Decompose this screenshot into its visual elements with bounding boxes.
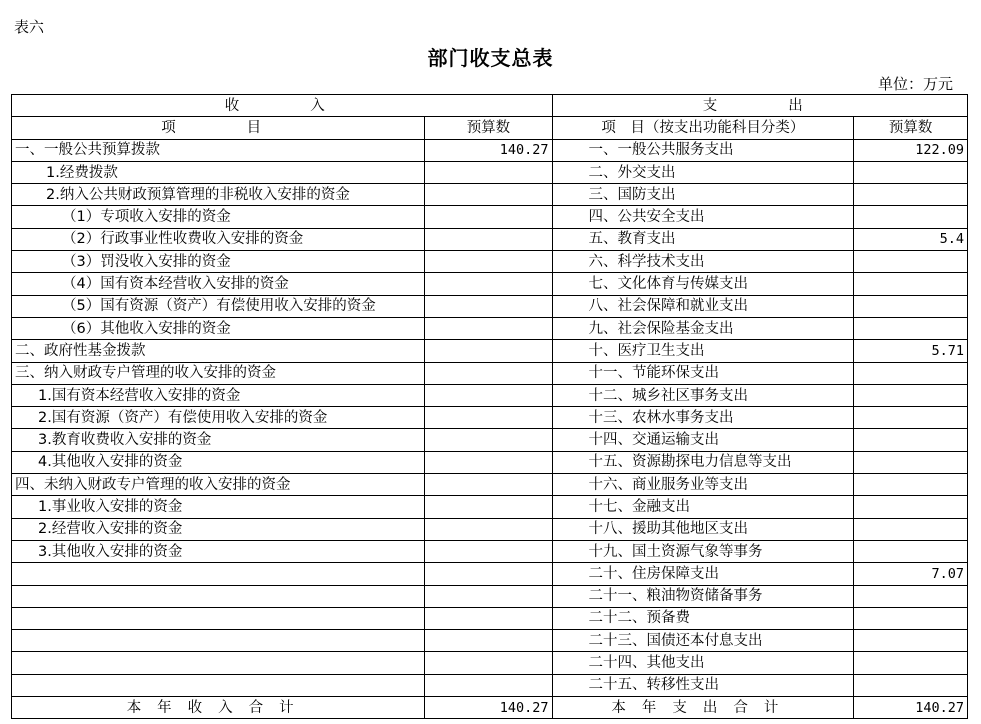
expense-amount-cell	[854, 206, 968, 228]
expense-total-label: 本年支出合计	[552, 697, 854, 719]
income-amount-cell	[425, 496, 552, 518]
expense-amount-cell: 7.07	[854, 563, 968, 585]
budget-row	[12, 585, 968, 607]
expense-item-cell: 二十、住房保障支出	[552, 563, 854, 585]
expense-amount-header: 预算数	[854, 117, 968, 139]
expense-item-cell: 十七、金融支出	[552, 496, 854, 518]
budget-row	[12, 184, 968, 206]
expense-amount-cell	[854, 317, 968, 339]
budget-row	[12, 451, 968, 473]
income-section-header: 收 入	[12, 95, 553, 117]
column-header-row	[12, 117, 968, 139]
budget-row	[12, 474, 968, 496]
expense-amount-cell	[854, 251, 968, 273]
income-amount-cell	[425, 474, 552, 496]
expense-item-cell: 十九、国土资源气象等事务	[552, 540, 854, 562]
budget-row	[12, 429, 968, 451]
section-header-row	[12, 95, 968, 117]
income-item-cell	[12, 652, 425, 674]
expense-item-cell: 二十三、国债还本付息支出	[552, 630, 854, 652]
expense-item-cell: 十五、资源勘探电力信息等支出	[552, 451, 854, 473]
expense-item-cell: 二、外交支出	[552, 161, 854, 183]
budget-row	[12, 630, 968, 652]
budget-row	[12, 340, 968, 362]
income-amount-cell	[425, 161, 552, 183]
expense-item-cell: 十二、城乡社区事务支出	[552, 384, 854, 406]
income-amount-cell	[425, 630, 552, 652]
income-item-cell: 2.纳入公共财政预算管理的非税收入安排的资金	[12, 184, 425, 206]
income-amount-cell	[425, 362, 552, 384]
income-item-cell: 二、政府性基金拨款	[12, 340, 425, 362]
budget-row	[12, 317, 968, 339]
expense-amount-cell	[854, 161, 968, 183]
table-label: 表六	[14, 18, 45, 36]
expense-item-cell: 二十一、粮油物资储备事务	[552, 585, 854, 607]
expense-amount-cell	[854, 407, 968, 429]
expense-amount-cell	[854, 496, 968, 518]
income-amount-cell	[425, 585, 552, 607]
budget-row	[12, 674, 968, 696]
total-row	[12, 697, 968, 719]
income-item-cell	[12, 585, 425, 607]
budget-row	[12, 139, 968, 161]
income-amount-cell	[425, 607, 552, 629]
expense-item-cell: 十八、援助其他地区支出	[552, 518, 854, 540]
expense-amount-cell	[854, 295, 968, 317]
income-item-cell: 1.国有资本经营收入安排的资金	[12, 384, 425, 406]
income-item-cell: 4.其他收入安排的资金	[12, 451, 425, 473]
income-amount-cell	[425, 451, 552, 473]
income-amount-cell	[425, 184, 552, 206]
income-amount-cell	[425, 540, 552, 562]
income-item-cell	[12, 563, 425, 585]
budget-row	[12, 295, 968, 317]
expense-item-cell: 一、一般公共服务支出	[552, 139, 854, 161]
expense-item-cell: 二十五、转移性支出	[552, 674, 854, 696]
budget-row	[12, 384, 968, 406]
income-item-cell: （3）罚没收入安排的资金	[12, 251, 425, 273]
budget-row	[12, 518, 968, 540]
expense-item-cell: 八、社会保障和就业支出	[552, 295, 854, 317]
income-amount-cell	[425, 273, 552, 295]
budget-row	[12, 652, 968, 674]
income-amount-cell	[425, 340, 552, 362]
income-amount-cell: 140.27	[425, 139, 552, 161]
expense-amount-cell	[854, 362, 968, 384]
expense-item-cell: 十四、交通运输支出	[552, 429, 854, 451]
expense-item-cell: 二十二、预备费	[552, 607, 854, 629]
income-item-cell: （4）国有资本经营收入安排的资金	[12, 273, 425, 295]
expense-item-cell: 十三、农林水事务支出	[552, 407, 854, 429]
budget-row	[12, 362, 968, 384]
income-item-cell: （2）行政事业性收费收入安排的资金	[12, 228, 425, 250]
income-amount-cell	[425, 429, 552, 451]
income-item-cell: 1.经费拨款	[12, 161, 425, 183]
income-total-amount: 140.27	[425, 697, 552, 719]
income-amount-cell	[425, 295, 552, 317]
expense-item-cell: 十、医疗卫生支出	[552, 340, 854, 362]
budget-row	[12, 161, 968, 183]
expense-section-header: 支 出	[552, 95, 968, 117]
expense-item-cell: 七、文化体育与传媒支出	[552, 273, 854, 295]
expense-item-cell: 九、社会保险基金支出	[552, 317, 854, 339]
expense-item-cell: 二十四、其他支出	[552, 652, 854, 674]
income-item-cell: 2.经营收入安排的资金	[12, 518, 425, 540]
income-item-cell	[12, 630, 425, 652]
income-amount-cell	[425, 251, 552, 273]
income-item-cell: （6）其他收入安排的资金	[12, 317, 425, 339]
income-amount-cell	[425, 652, 552, 674]
budget-row	[12, 228, 968, 250]
income-item-cell: 四、未纳入财政专户管理的收入安排的资金	[12, 474, 425, 496]
expense-amount-cell: 5.4	[854, 228, 968, 250]
income-item-cell: （1）专项收入安排的资金	[12, 206, 425, 228]
budget-row	[12, 607, 968, 629]
income-item-cell: 三、纳入财政专户管理的收入安排的资金	[12, 362, 425, 384]
income-total-label: 本年收入合计	[12, 697, 425, 719]
expense-amount-cell	[854, 474, 968, 496]
income-amount-cell	[425, 563, 552, 585]
expense-item-cell: 六、科学技术支出	[552, 251, 854, 273]
expense-amount-cell: 5.71	[854, 340, 968, 362]
expense-item-cell: 十一、节能环保支出	[552, 362, 854, 384]
income-amount-cell	[425, 384, 552, 406]
expense-amount-cell	[854, 540, 968, 562]
income-item-cell: 一、一般公共预算拨款	[12, 139, 425, 161]
budget-row	[12, 563, 968, 585]
budget-summary-table	[11, 94, 968, 719]
income-amount-cell	[425, 518, 552, 540]
income-amount-cell	[425, 674, 552, 696]
budget-row	[12, 496, 968, 518]
expense-item-cell: 十六、商业服务业等支出	[552, 474, 854, 496]
income-amount-cell	[425, 206, 552, 228]
expense-item-cell: 五、教育支出	[552, 228, 854, 250]
income-item-header: 项 目	[12, 117, 425, 139]
income-amount-header: 预算数	[425, 117, 552, 139]
expense-amount-cell	[854, 273, 968, 295]
unit-label: 单位：万元	[877, 75, 953, 93]
expense-amount-cell	[854, 607, 968, 629]
expense-amount-cell	[854, 429, 968, 451]
income-amount-cell	[425, 407, 552, 429]
expense-amount-cell	[854, 451, 968, 473]
income-item-cell: 3.其他收入安排的资金	[12, 540, 425, 562]
income-item-cell	[12, 607, 425, 629]
expense-amount-cell	[854, 184, 968, 206]
expense-amount-cell	[854, 384, 968, 406]
expense-total-amount: 140.27	[854, 697, 968, 719]
income-item-cell: 3.教育收费收入安排的资金	[12, 429, 425, 451]
expense-amount-cell	[854, 585, 968, 607]
income-amount-cell	[425, 228, 552, 250]
income-amount-cell	[425, 317, 552, 339]
budget-row	[12, 540, 968, 562]
expense-amount-cell: 122.09	[854, 139, 968, 161]
page-title: 部门收支总表	[427, 46, 554, 70]
expense-amount-cell	[854, 630, 968, 652]
budget-row	[12, 407, 968, 429]
budget-row	[12, 251, 968, 273]
expense-amount-cell	[854, 652, 968, 674]
expense-item-cell: 三、国防支出	[552, 184, 854, 206]
expense-item-header: 项 目（按支出功能科目分类）	[552, 117, 854, 139]
budget-row	[12, 206, 968, 228]
expense-amount-cell	[854, 518, 968, 540]
budget-row	[12, 273, 968, 295]
income-item-cell: （5）国有资源（资产）有偿使用收入安排的资金	[12, 295, 425, 317]
income-item-cell: 1.事业收入安排的资金	[12, 496, 425, 518]
income-item-cell: 2.国有资源（资产）有偿使用收入安排的资金	[12, 407, 425, 429]
expense-amount-cell	[854, 674, 968, 696]
expense-item-cell: 四、公共安全支出	[552, 206, 854, 228]
income-item-cell	[12, 674, 425, 696]
